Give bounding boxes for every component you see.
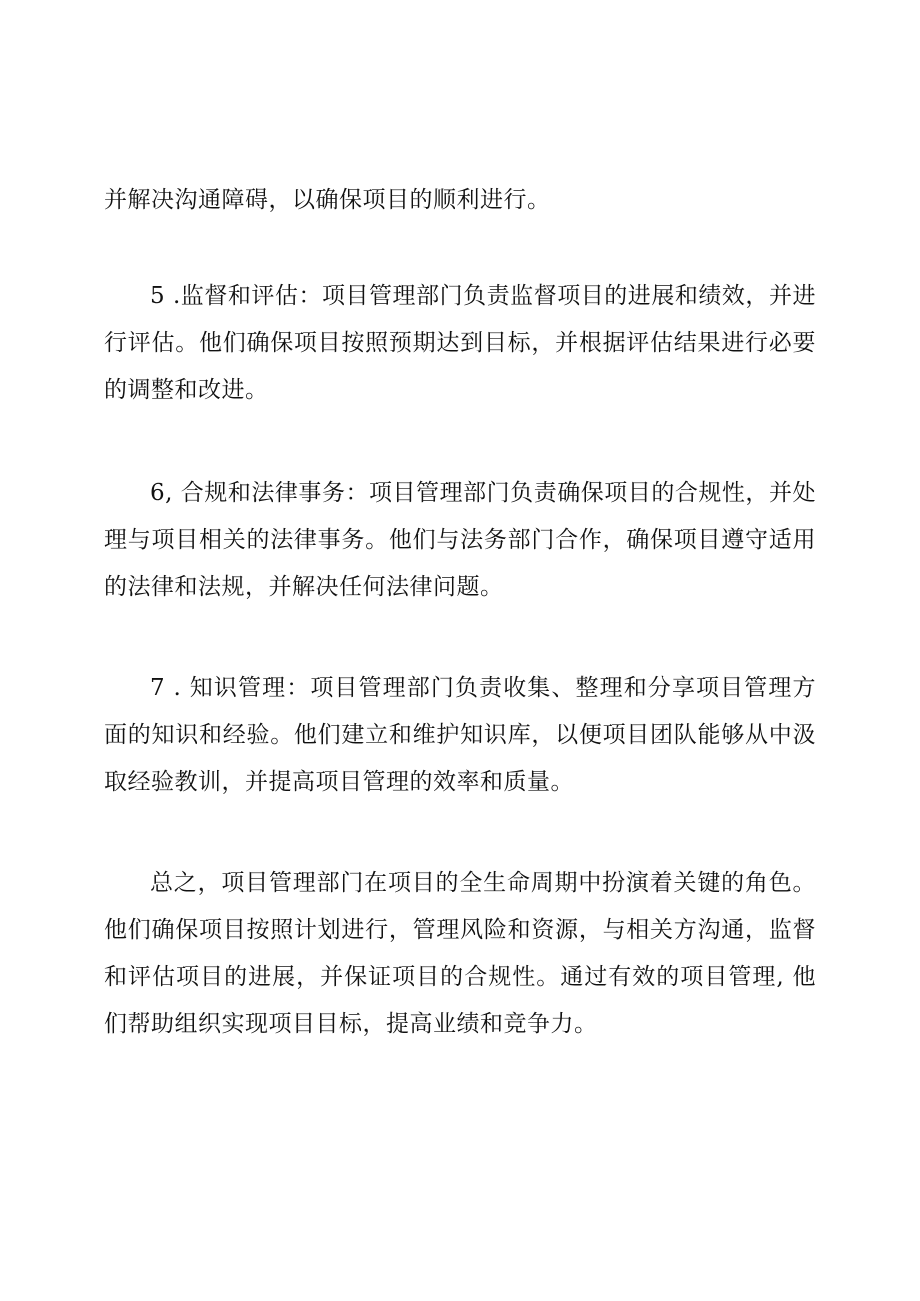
paragraph-knowledge-management: 7 . 知识管理：项目管理部门负责收集、整理和分享项目管理方面的知识和经验。他们建立和维护知识库，以便项目团队能够从中汲取经验教训，并提高项目管理的效率和质量。: [104, 675, 816, 795]
paragraph-monitoring-evaluation: 5 .监督和评估：项目管理部门负责监督项目的进展和绩效，并进行评估。他们确保项目按照预期达到目标，并根据评估结果进行必要的调整和改进。: [104, 283, 816, 403]
paragraph-communication-continued: 并解决沟通障碍，以确保项目的顺利进行。: [104, 187, 551, 213]
paragraph-compliance-legal: 6, 合规和法律事务：项目管理部门负责确保项目的合规性，并处理与项目相关的法律事务。他们与法务部门合作，确保项目遵守适用的法律和法规，并解决任何法律问题。: [104, 480, 816, 600]
paragraph-summary: 总之，项目管理部门在项目的全生命周期中扮演着关键的角色。他们确保项目按照计划进行，管理风险和资源，与相关方沟通，监督和评估项目的进展，并保证项目的合规性。通过有效的项目管理, 他们帮助组织实现项目目标，提高业绩和竞争力。: [104, 870, 816, 1037]
